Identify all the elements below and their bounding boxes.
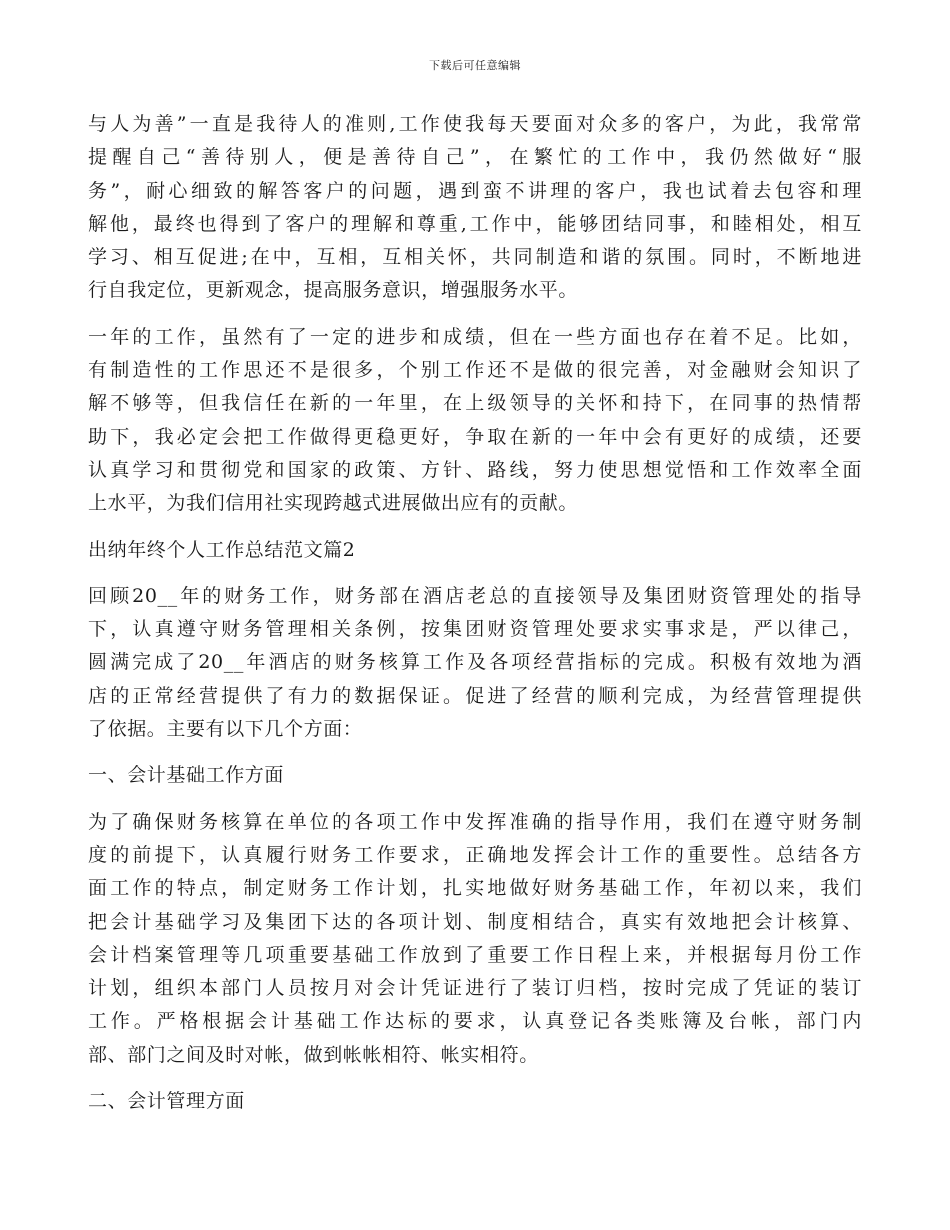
text-line: 提醒自己“善待别人，便是善待自己”，在繁忙的工作中，我仍然做好“服 (88, 146, 862, 169)
text-line: 认真学习和贯彻党和国家的政策、方针、路线，努力使思想觉悟和工作效率全面 (88, 458, 862, 481)
text-line: 为了确保财务核算在单位的各项工作中发挥准确的指导作用，我们在遵守财务制 (88, 810, 862, 833)
text-line: 店的正常经营提供了有力的数据保证。促进了经营的顺利完成，为经营管理提供 (88, 684, 862, 707)
section-heading-accounting-basics (88, 759, 862, 792)
text-line: 出纳年终个人工作总结范文篇2 (88, 538, 356, 561)
text-line: 面工作的特点，制定财务工作计划，扎实地做好财务基础工作，年初以来，我们 (88, 877, 862, 900)
paragraph-review (88, 580, 862, 746)
text-line: 工作。严格根据会计基础工作达标的要求，认真登记各类账簿及台帐，部门内 (88, 1010, 862, 1033)
text-line: 下，认真遵守财务管理相关条例，按集团财资管理处要求实事求是，严以律己， (88, 618, 862, 641)
text-line: 解不够等，但我信任在新的一年里，在上级领导的关怀和持下，在同事的热情帮 (88, 392, 862, 415)
paragraph-accounting-basics (88, 806, 862, 1072)
text-line: 解他，最终也得到了客户的理解和尊重,工作中，能够团结同事，和睦相处，相互 (88, 212, 862, 235)
text-line: 会计档案管理等几项重要基础工作放到了重要工作日程上来，并根据每月份工作 (88, 943, 862, 966)
text-line: 一、会计基础工作方面 (88, 764, 285, 787)
text-line: 部、部门之间及时对帐，做到帐帐相符、帐实相符。 (88, 1043, 539, 1066)
text-line: 回顾20__年的财务工作，财务部在酒店老总的直接领导及集团财资管理处的指导 (88, 584, 862, 607)
text-line: 上水平，为我们信用社实现跨越式进展做出应有的贡献。 (88, 492, 579, 515)
text-line: 助下，我必定会把工作做得更稳更好，争取在新的一年中会有更好的成绩，还要 (88, 425, 862, 448)
text-line: 学习、相互促进;在中，互相，互相关怀，共同制造和谐的氛围。同时，不断地进 (88, 246, 862, 269)
text-line: 计划，组织本部门人员按月对会计凭证进行了装订归档，按时完成了凭证的装订 (88, 977, 862, 1000)
text-line: 把会计基础学习及集团下达的各项计划、制度相结合，真实有效地把会计核算、 (88, 910, 862, 933)
page-header: 下载后可任意编辑 (429, 59, 521, 72)
text-line: 有制造性的工作思还不是很多，个别工作还不是做的很完善，对金融财会知识了 (88, 359, 862, 382)
document-body (88, 108, 862, 1131)
text-line: 行自我定位，更新观念，提高服务意识，增强服务水平。 (88, 279, 579, 302)
text-line: 二、会计管理方面 (88, 1090, 245, 1113)
paragraph-service-attitude (88, 108, 862, 308)
text-line: 圆满完成了20__年酒店的财务核算工作及各项经营指标的完成。积极有效地为酒 (88, 651, 862, 674)
text-line: 度的前提下，认真履行财务工作要求，正确地发挥会计工作的重要性。总结各方 (88, 843, 862, 866)
text-line: 一年的工作，虽然有了一定的进步和成绩，但在一些方面也存在着不足。比如， (88, 325, 862, 348)
paragraph-shortcomings (88, 321, 862, 521)
section-heading-accounting-management (88, 1085, 862, 1118)
text-line: 了依据。主要有以下几个方面： (88, 718, 363, 741)
text-line: 与人为善”一直是我待人的准则,工作使我每天要面对众多的客户，为此，我常常 (88, 113, 862, 135)
section-title-article-2 (88, 534, 862, 567)
text-line: 务”，耐心细致的解答客户的问题，遇到蛮不讲理的客户，我也试着去包容和理 (88, 179, 862, 202)
